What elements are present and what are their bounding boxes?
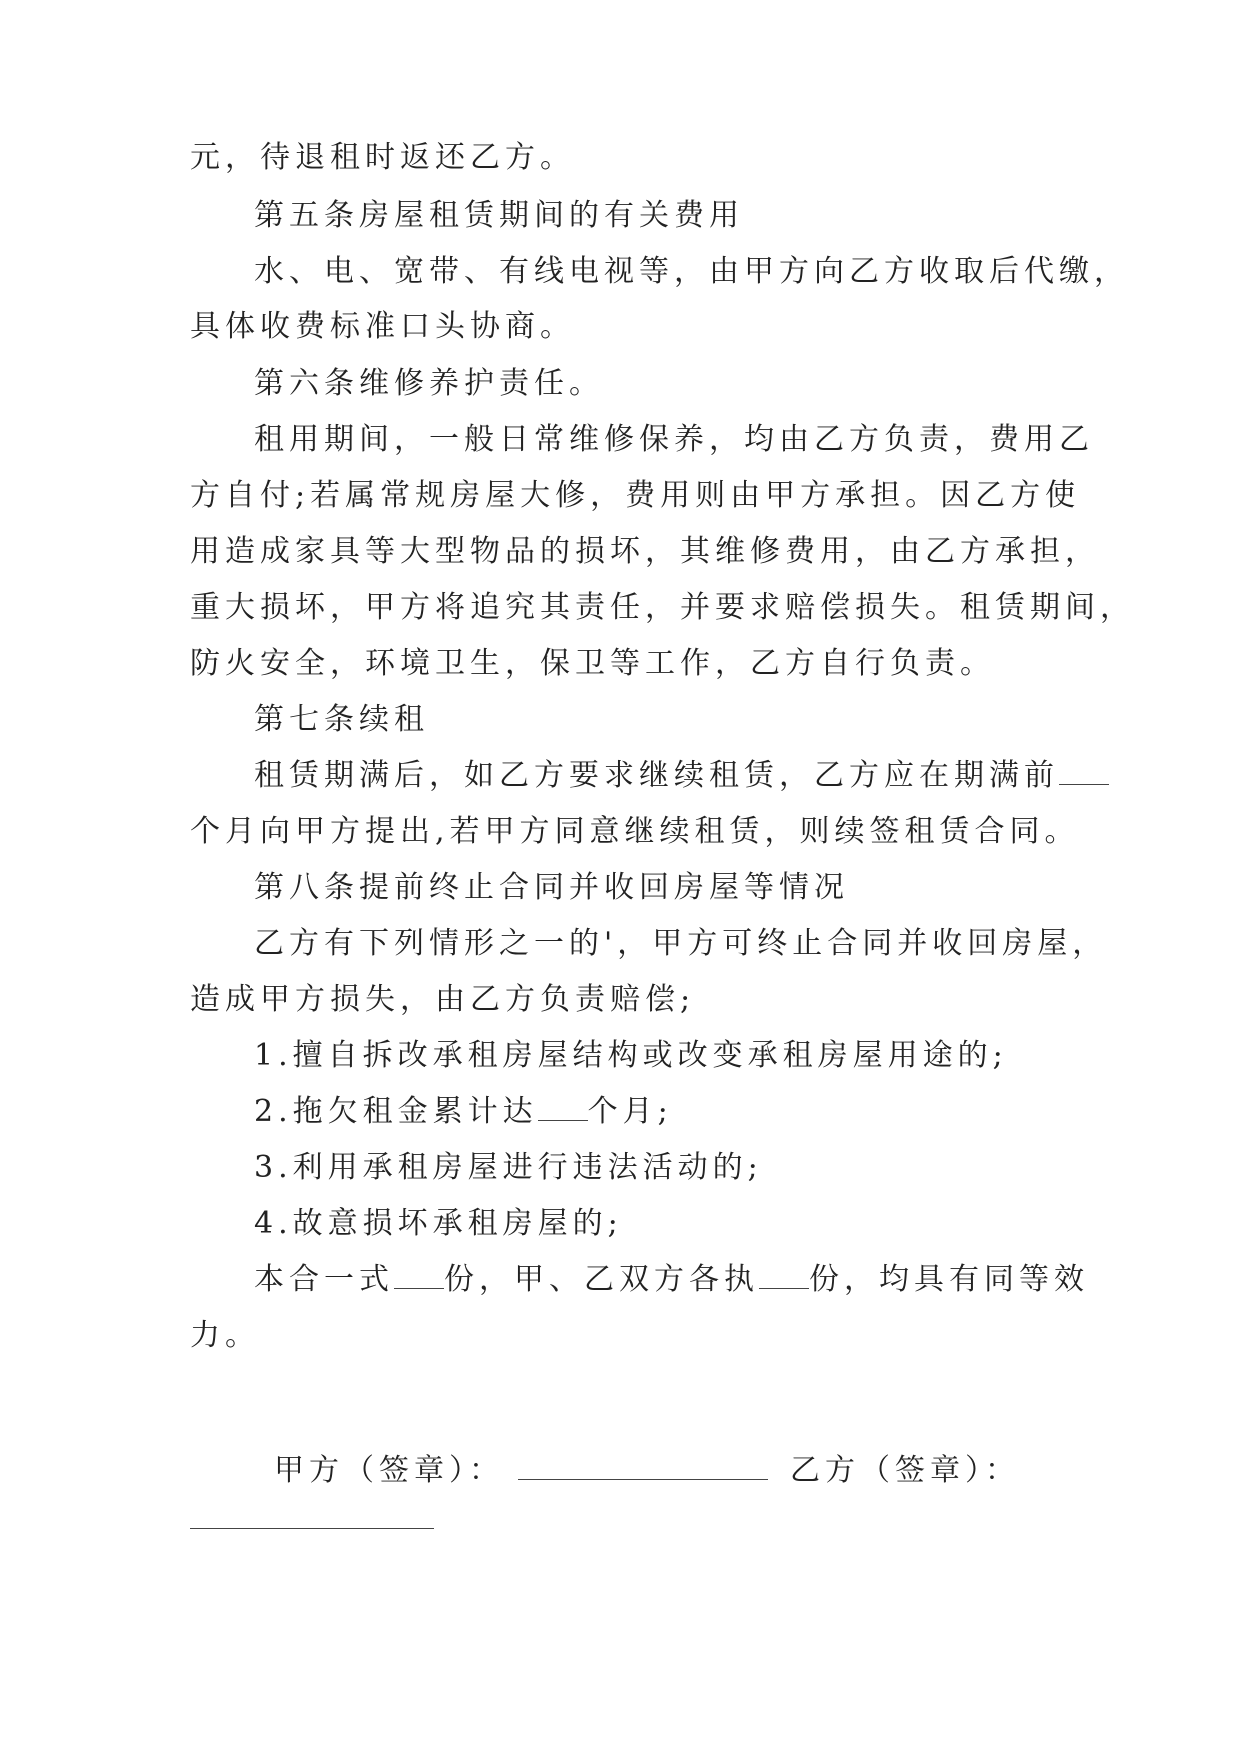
- text-line: [254, 1260, 1089, 1300]
- list-item: 3.利用承租房屋进行违法活动的;: [254, 1150, 763, 1185]
- party-a-signature-label: 甲方（签章）：: [274, 1453, 504, 1488]
- article-8-heading: 第八条提前终止合同并收回房屋等情况: [254, 870, 849, 905]
- fill-in-blank: [759, 1262, 809, 1289]
- text-line: 重大损坏，甲方将追究其责任，并要求赔偿损失。租赁期间，: [190, 590, 1135, 625]
- fill-in-blank: [538, 1094, 588, 1121]
- text-segment: 本合一式: [254, 1262, 394, 1297]
- party-b-signature-line: [190, 1528, 434, 1529]
- text-segment: 租赁期满后，如乙方要求继续租赁，乙方应在期满前: [254, 758, 1059, 793]
- text-line: 防火安全，环境卫生，保卫等工作，乙方自行负责。: [190, 646, 995, 681]
- article-7-heading: 第七条续租: [254, 702, 429, 737]
- text-line: 力。: [190, 1318, 260, 1353]
- text-segment: 份，甲、乙双方各执: [444, 1262, 759, 1297]
- text-line: 租用期间，一般日常维修保养，均由乙方负责，费用乙: [254, 422, 1094, 457]
- text-line: 水、电、宽带、有线电视等，由甲方向乙方收取后代缴，: [254, 254, 1129, 289]
- text-line: 元，待退租时返还乙方。: [190, 140, 575, 175]
- fill-in-blank: [394, 1262, 444, 1289]
- text-segment: 个月;: [587, 1094, 673, 1129]
- party-a-signature-line: [518, 1453, 768, 1480]
- list-item: 4.故意损坏承租房屋的;: [254, 1206, 623, 1241]
- text-line: [254, 756, 1060, 796]
- text-segment: 份，均具有同等效: [809, 1262, 1089, 1297]
- text-line: 用造成家具等大型物品的损坏，其维修费用，由乙方承担，: [190, 534, 1100, 569]
- text-line: 方自付;若属常规房屋大修，费用则由甲方承担。因乙方使: [190, 478, 1081, 513]
- list-item: 1.擅自拆改承租房屋结构或改变承租房屋用途的;: [254, 1038, 1008, 1073]
- text-line: 个月向甲方提出,若甲方同意继续租赁，则续签租赁合同。: [190, 814, 1080, 849]
- text-line: 具体收费标准口头协商。: [190, 309, 575, 344]
- article-5-heading: 第五条房屋租赁期间的有关费用: [254, 198, 744, 233]
- text-line: 造成甲方损失，由乙方负责赔偿;: [190, 982, 696, 1017]
- fill-in-blank: [1059, 758, 1109, 785]
- article-6-heading: 第六条维修养护责任。: [254, 366, 604, 401]
- signature-row: [274, 1451, 1054, 1491]
- text-segment: 2.拖欠租金累计达: [254, 1094, 538, 1129]
- list-item: [254, 1092, 1060, 1132]
- text-line: 乙方有下列情形之一的'，甲方可终止合同并收回房屋，: [254, 926, 1108, 961]
- party-b-signature-label: 乙方（签章）：: [790, 1453, 1020, 1488]
